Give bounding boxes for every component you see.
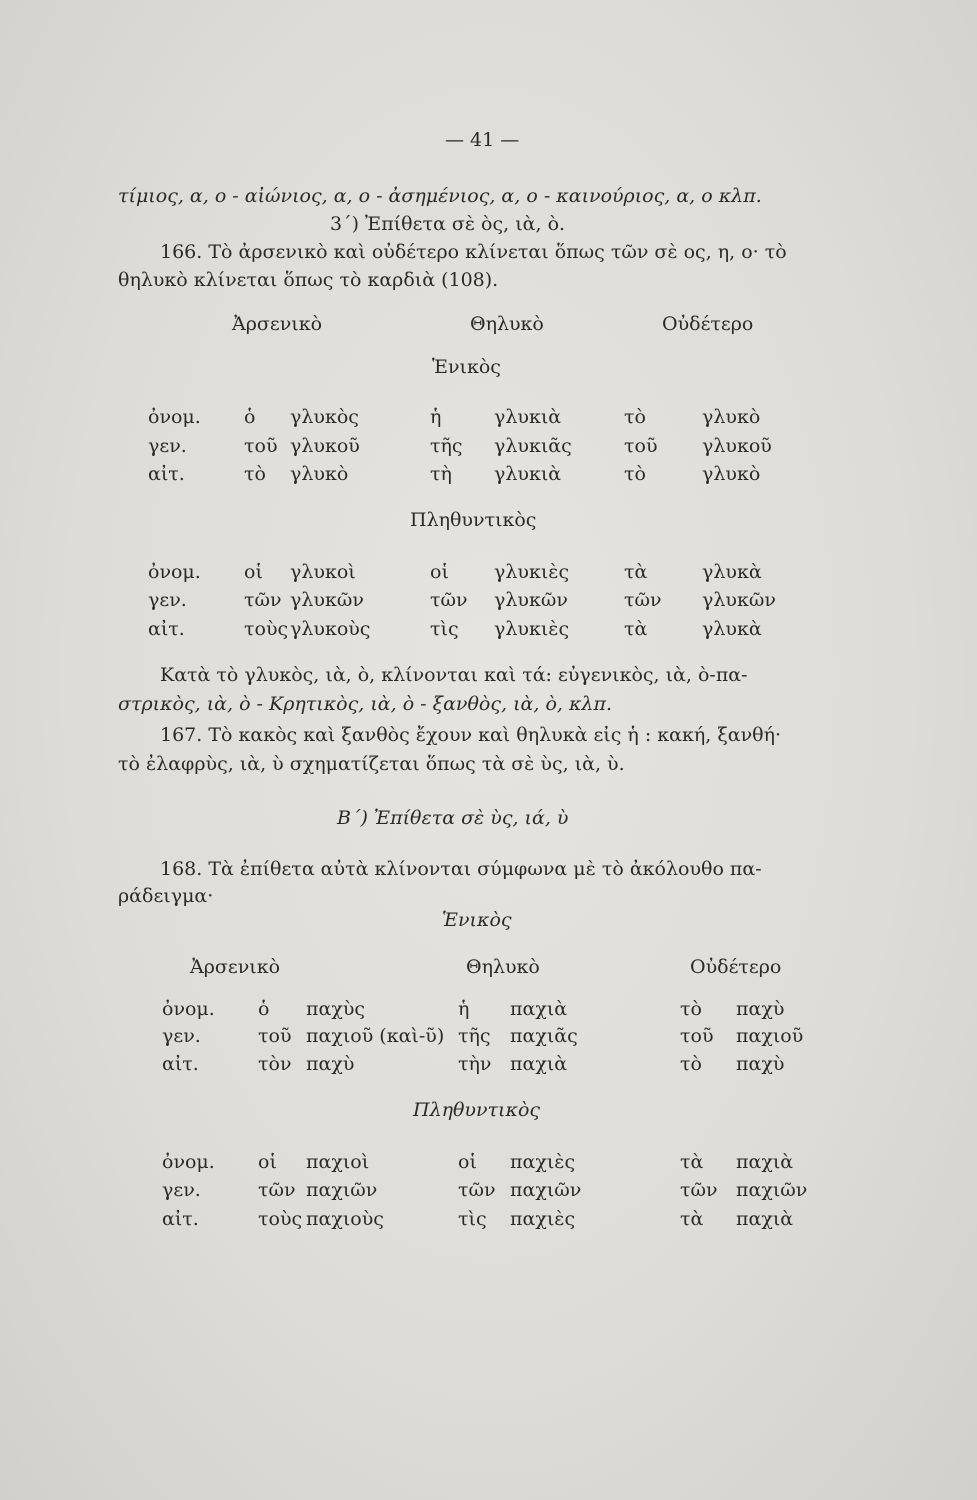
section-heading-3: 3΄) Ἐπίθετα σὲ ὸς, ιὰ, ὸ. [330,213,566,235]
case-label: γεν. [148,589,187,611]
paragraph-166-line2: θηλυκὸ κλίνεται ὅπως τὸ καρδιὰ (108). [118,269,499,291]
neut-form: γλυκῶν [702,589,776,611]
masc-form: γλυκοὺς [290,618,371,640]
fem-article: οἱ [430,561,449,583]
kata-line1: Κατὰ τὸ γλυκὸς, ιὰ, ὸ, κλίνονται καὶ τά: εὐγενικὸς, ιὰ, ὸ-πα- [160,664,748,686]
neut-form: παχιῶν [736,1179,808,1201]
paragraph-166-line1: 166. Τὸ ἀρσενικὸ καὶ οὐδέτερο κλίνεται ὅπως τῶν σὲ ος, η, ο· τὸ [160,241,787,263]
fem-form: γλυκῶν [494,589,568,611]
case-label: γεν. [162,1179,201,1201]
fem-form: γλυκιὰ [494,463,562,485]
header-feminine-2: Θηλυκὸ [466,956,540,978]
neut-form: παχιοῦ [736,1025,804,1047]
masc-form: παχὺ [306,1053,355,1075]
masc-form: γλυκοὶ [290,561,356,583]
masc-article: τῶν [244,589,282,611]
plural-label: Πληθυντικὸς [410,509,537,531]
neut-form: γλυκοῦ [702,435,772,457]
header-neuter-2: Οὐδέτερο [690,956,782,978]
masc-form: παχιοῦ (καὶ-ῦ) [306,1025,445,1047]
adjective-examples-line: τίμιος, α, ο - αἰώνιος, α, ο - ἀσημένιος, α, ο - καινούριος, α, ο κλπ. [118,185,762,207]
fem-form: γλυκιὲς [494,618,570,640]
case-label: αἰτ. [162,1053,199,1075]
section-heading-B: Β΄) Ἐπίθετα σὲ ὺς, ιά, ὺ [337,807,569,829]
case-label: γεν. [162,1025,201,1047]
paragraph-167-line2: τὸ ἐλαφρὺς, ιὰ, ὺ σχηματίζεται ὅπως τὰ σὲ ὺς, ιὰ, ὺ. [118,753,625,775]
neut-article: τῶν [624,589,662,611]
fem-form: παχιὲς [510,1208,576,1230]
masc-form: γλυκοῦ [290,435,360,457]
masc-article: τοὺς [244,618,289,640]
masc-form: παχιοὺς [306,1208,384,1230]
masc-article: τοῦ [258,1025,292,1047]
fem-form: γλυκιὲς [494,561,570,583]
neut-article: τὰ [680,1208,704,1230]
masc-article: οἱ [258,1151,277,1173]
neut-article: τὰ [624,618,648,640]
case-label: αἰτ. [162,1208,199,1230]
fem-article: τὶς [458,1208,487,1230]
fem-article: τὶς [430,618,459,640]
case-label: ὀνομ. [148,561,201,583]
case-label: ὀνομ. [162,998,215,1020]
neut-form: γλυκὸ [702,406,761,428]
neut-form: γλυκὰ [702,618,762,640]
neut-form: γλυκὸ [702,463,761,485]
fem-article: ἡ [458,998,470,1020]
page-number: — 41 — [445,129,520,151]
masc-form: γλυκῶν [290,589,364,611]
neut-form: γλυκὰ [702,561,762,583]
masc-article: τὸ [244,463,266,485]
neut-article: τὸ [624,406,646,428]
neut-article: τὸ [624,463,646,485]
neut-article: τὰ [624,561,648,583]
case-label: αἰτ. [148,618,185,640]
fem-form: γλυκιᾶς [494,435,572,457]
masc-form: παχιοὶ [306,1151,370,1173]
neut-article: τοῦ [680,1025,714,1047]
header-masculine: Ἀρσενικὸ [232,313,323,335]
kata-line2: στρικὸς, ιὰ, ὸ - Κρητικὸς, ιὰ, ὸ - ξανθὸς, ιὰ, ὸ, κλπ. [118,693,612,715]
singular-label: Ἑνικὸς [432,356,501,378]
header-neuter: Οὐδέτερο [662,313,754,335]
singular-label-2: Ἑνικὸς [442,909,512,931]
fem-form: παχιᾶς [510,1025,578,1047]
masc-article: τοῦ [244,435,278,457]
masc-article: τῶν [258,1179,296,1201]
fem-article: οἱ [458,1151,477,1173]
masc-form: γλυκὸ [290,463,349,485]
masc-form: παχὺς [306,998,366,1020]
masc-article: τοὺς [258,1208,303,1230]
fem-form: παχιὰ [510,998,568,1020]
masc-form: παχιῶν [306,1179,378,1201]
neut-article: τῶν [680,1179,718,1201]
neut-article: τὸ [680,998,702,1020]
masc-article: τὸν [258,1053,292,1075]
fem-article: ἡ [430,406,442,428]
masc-article: ὁ [258,998,270,1020]
fem-article: τῆς [458,1025,491,1047]
paragraph-168-line1: 168. Τὰ ἐπίθετα αὐτὰ κλίνονται σύμφωνα μὲ τὸ ἀκόλουθο πα- [160,858,762,880]
masc-article: οἱ [244,561,263,583]
neut-article: τὸ [680,1053,702,1075]
neut-article: τοῦ [624,435,658,457]
neut-form: παχὺ [736,998,785,1020]
masc-article: ὁ [244,406,256,428]
fem-form: γλυκιὰ [494,406,562,428]
fem-article: τῆς [430,435,463,457]
plural-label-2: Πληθυντικὸς [413,1099,541,1121]
fem-article: τῶν [458,1179,496,1201]
fem-article: τῶν [430,589,468,611]
fem-form: παχιῶν [510,1179,582,1201]
header-masculine-2: Ἀρσενικὸ [190,956,281,978]
paragraph-168-line2: ράδειγμα· [118,885,214,907]
header-feminine: Θηλυκὸ [470,313,544,335]
neut-form: παχιὰ [736,1151,794,1173]
neut-article: τὰ [680,1151,704,1173]
masc-form: γλυκὸς [290,406,359,428]
fem-article: τὴν [458,1053,492,1075]
paragraph-167-line1: 167. Τὸ κακὸς καὶ ξανθὸς ἔχουν καὶ θηλυκὰ εἰς ἡ : κακή, ξανθή· [160,724,782,746]
fem-article: τὴ [430,463,452,485]
case-label: ὀνομ. [148,406,201,428]
case-label: ὀνομ. [162,1151,215,1173]
neut-form: παχιὰ [736,1208,794,1230]
fem-form: παχιὲς [510,1151,576,1173]
neut-form: παχὺ [736,1053,785,1075]
fem-form: παχιὰ [510,1053,568,1075]
case-label: αἰτ. [148,463,185,485]
case-label: γεν. [148,435,187,457]
